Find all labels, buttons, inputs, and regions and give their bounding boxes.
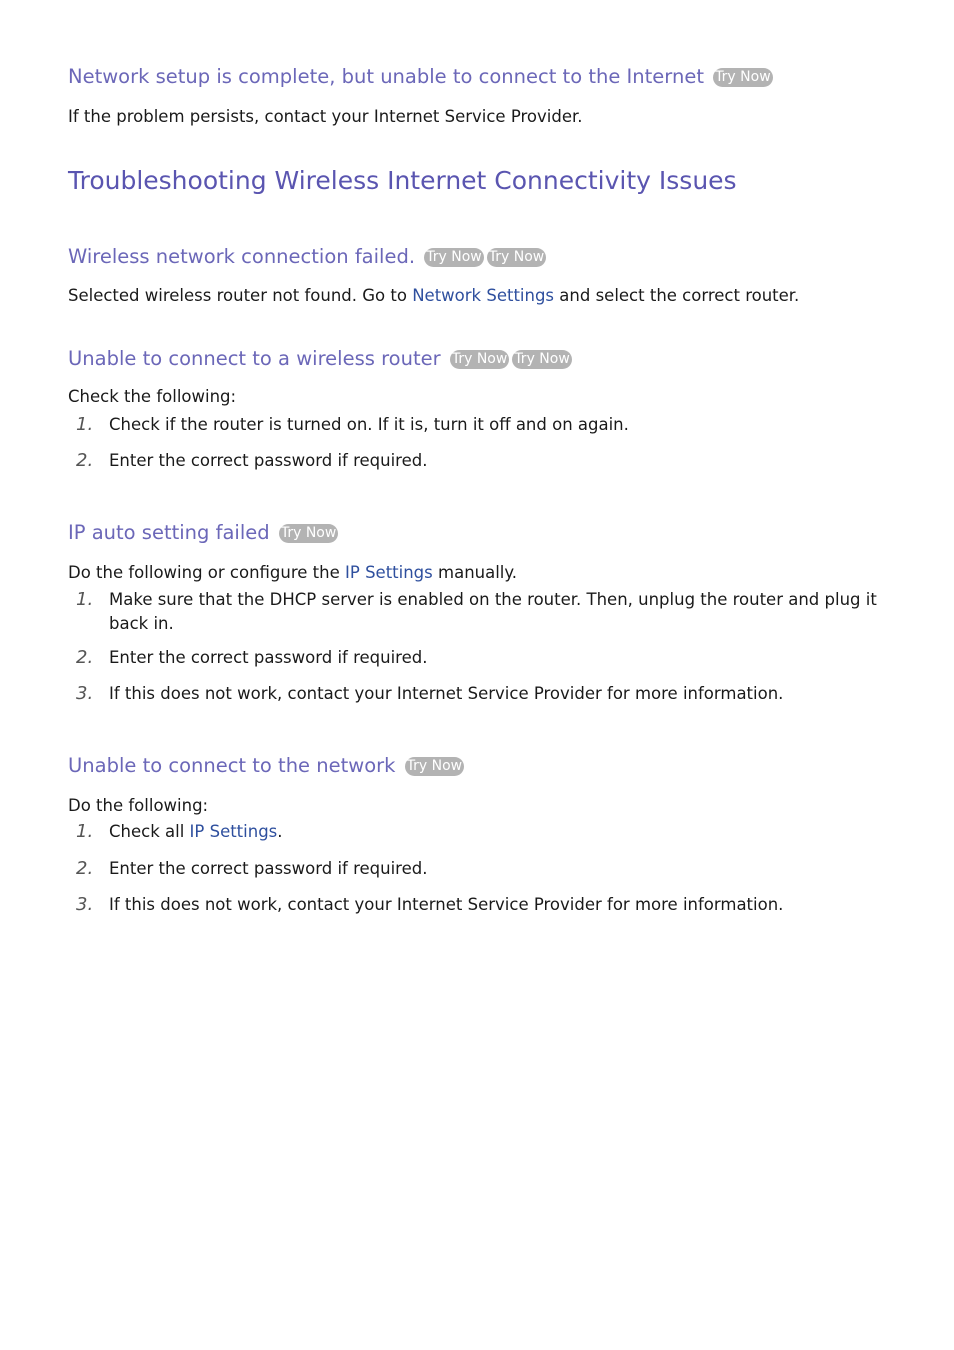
list-item: [68, 820, 888, 844]
try-now-button[interactable]: Try Now: [451, 351, 508, 367]
list-number: 3.: [76, 894, 94, 915]
section-body: If the problem persists, contact your Internet Service Provider.: [68, 107, 583, 126]
network-settings-link[interactable]: Network Settings: [412, 286, 555, 305]
section-title: Wireless network connection failed.: [68, 245, 416, 268]
list-item: [68, 682, 888, 706]
list-item: [68, 413, 888, 437]
list-item: [68, 646, 888, 670]
section-title: Unable to connect to the network: [68, 754, 396, 777]
body-text: Selected wireless router not found. Go to: [68, 286, 413, 305]
list-item: [68, 857, 888, 881]
section-intro: Check the following:: [68, 387, 237, 406]
list-text: [109, 820, 888, 844]
list-text: Enter the correct password if required.: [109, 859, 428, 878]
try-now-button[interactable]: Try Now: [488, 249, 545, 265]
section-title: Network setup is complete, but unable to connect to the Internet: [68, 65, 704, 88]
page-title: Troubleshooting Wireless Internet Connectivity Issues: [68, 166, 737, 195]
section-heading-network: [68, 753, 464, 779]
list-text: Enter the correct password if required.: [109, 648, 428, 667]
list-number: 1.: [76, 821, 94, 842]
body-text: Check all: [109, 822, 190, 841]
section-heading-ip-auto: [68, 520, 338, 546]
list-text: If this does not work, contact your Internet Service Provider for more information.: [109, 895, 784, 914]
list-text: Make sure that the DHCP server is enabled on the router. Then, unplug the router and plug it back in.: [109, 590, 877, 633]
section-intro: [68, 562, 517, 584]
list-item: [68, 449, 888, 473]
list-number: 2.: [76, 647, 94, 668]
ip-settings-link[interactable]: IP Settings: [189, 822, 278, 841]
list-number: 3.: [76, 683, 94, 704]
ip-settings-link[interactable]: IP Settings: [345, 563, 433, 582]
list-text: Check if the router is turned on. If it is, turn it off and on again.: [109, 415, 629, 434]
body-text: and select the correct router.: [554, 286, 800, 305]
section-heading-wireless-failed: [68, 244, 546, 270]
list-item: [68, 893, 888, 917]
list-text: If this does not work, contact your Internet Service Provider for more information.: [109, 684, 784, 703]
body-text: Do the following or configure the: [68, 563, 346, 582]
section-title: IP auto setting failed: [68, 521, 270, 544]
list-text: Enter the correct password if required.: [109, 451, 428, 470]
section-heading-wireless-router: [68, 346, 572, 372]
try-now-button[interactable]: Try Now: [280, 525, 337, 541]
try-now-button[interactable]: Try Now: [715, 69, 771, 85]
body-text: .: [277, 822, 283, 841]
try-now-button[interactable]: Try Now: [514, 351, 570, 367]
try-now-button[interactable]: Try Now: [426, 249, 482, 265]
section-body: [68, 285, 799, 307]
section-title: Unable to connect to a wireless router: [68, 347, 441, 370]
body-text: manually.: [432, 563, 518, 582]
try-now-button[interactable]: Try Now: [406, 758, 463, 774]
list-item: [68, 588, 888, 636]
section-heading-setup-complete: [68, 64, 773, 90]
list-number: 1.: [76, 414, 94, 435]
list-number: 2.: [76, 858, 94, 879]
list-number: 2.: [76, 450, 94, 471]
section-intro: Do the following:: [68, 796, 209, 815]
list-number: 1.: [76, 589, 94, 610]
